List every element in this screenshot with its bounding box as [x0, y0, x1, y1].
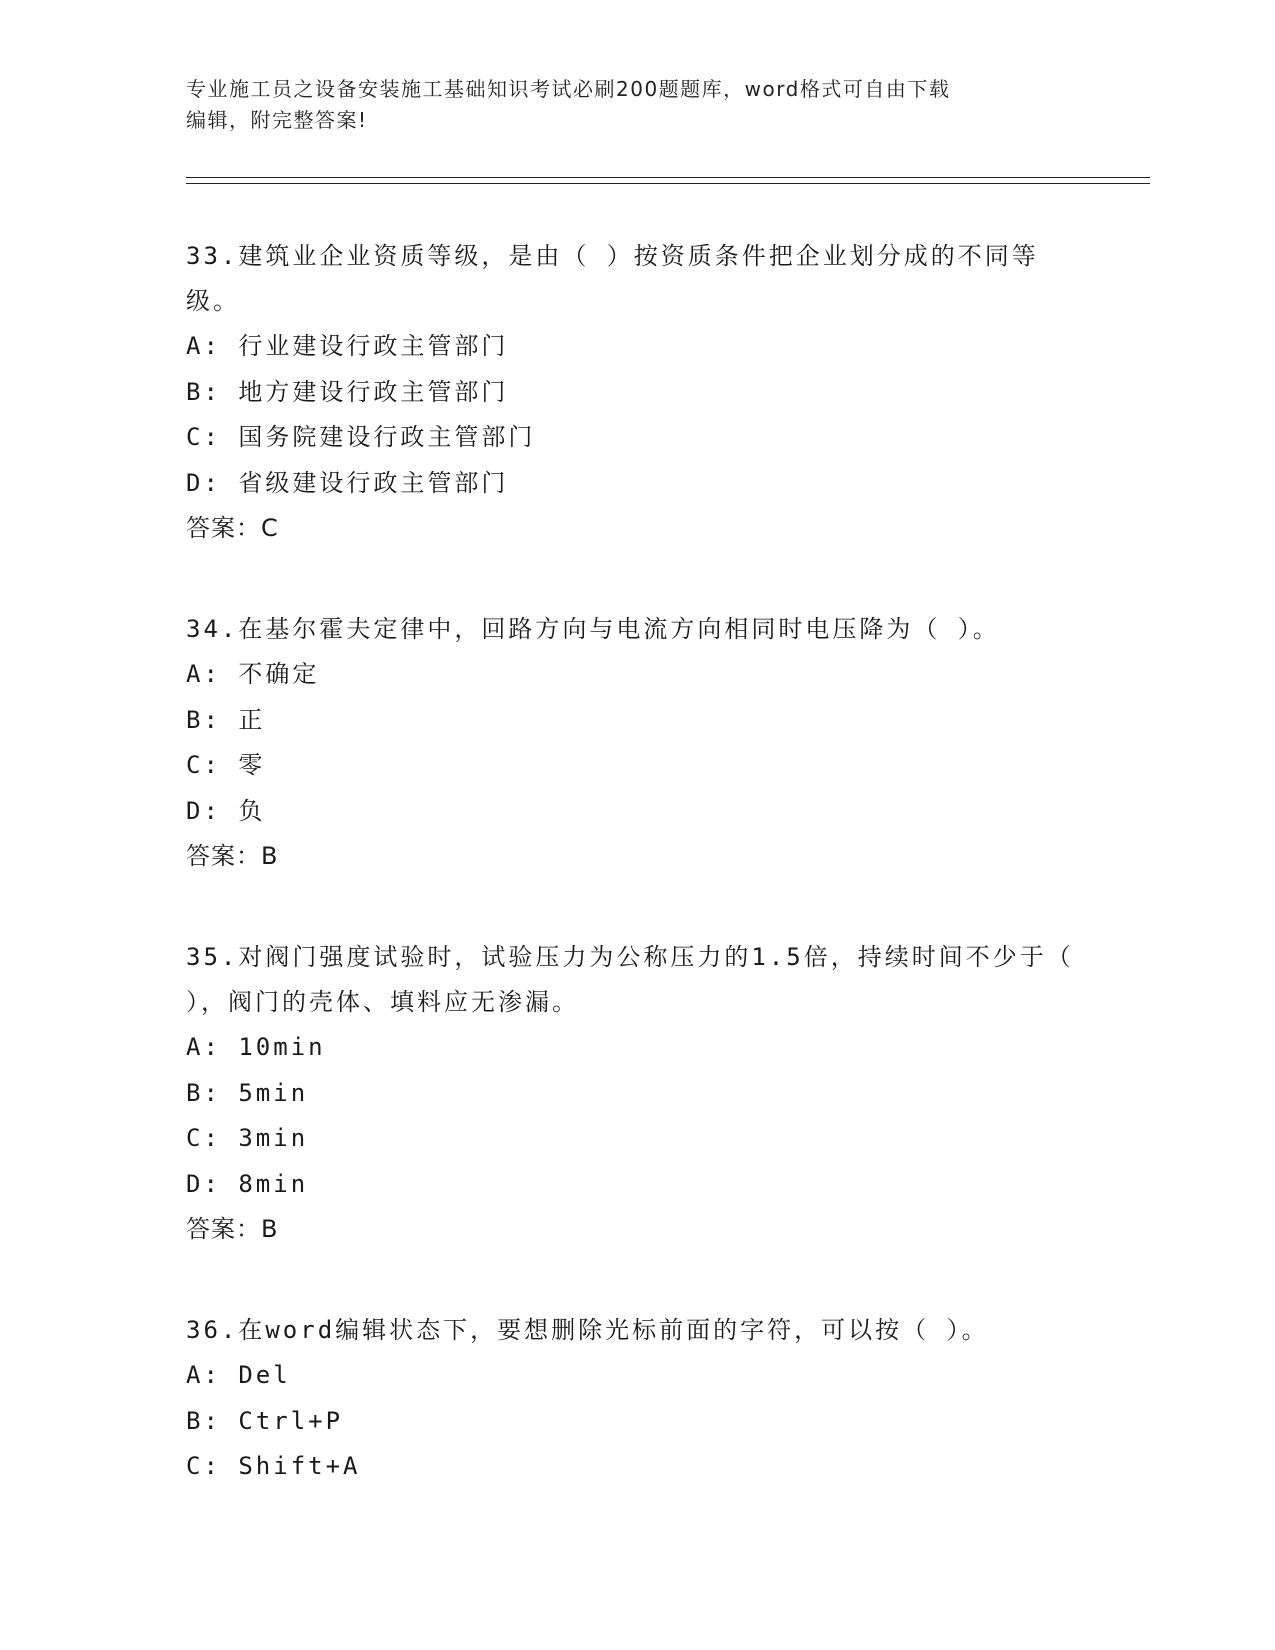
question-text: 35.对阀门强度试验时，试验压力为公称压力的1.5倍，持续时间不少于（ ），阀门的壳体、填料应无渗漏。: [186, 943, 1092, 1016]
option-b: B: Ctrl+P: [186, 1406, 344, 1435]
question-34: [186, 607, 1086, 879]
answer: 答案：C: [186, 514, 279, 542]
question-text: 33.建筑业企业资质等级，是由（ ）按资质条件把企业划分成的不同等级。: [186, 242, 1039, 315]
document-header: [186, 74, 1066, 136]
option-a: A: 不确定: [186, 660, 320, 688]
option-a: A: 行业建设行政主管部门: [186, 332, 509, 360]
question-text: 34.在基尔霍夫定律中，回路方向与电流方向相同时电压降为（ ）。: [186, 615, 1000, 643]
question-text: 36.在word编辑状态下，要想删除光标前面的字符，可以按（ ）。: [186, 1316, 989, 1344]
option-c: C: 3min: [186, 1124, 309, 1152]
question-33: [186, 234, 1086, 551]
option-b: B: 正: [186, 705, 266, 734]
header-title-line-1: 专业施工员之设备安装施工基础知识考试必刷200题题库，word格式可自由下载: [186, 77, 951, 101]
option-c: C: 国务院建设行政主管部门: [186, 423, 536, 451]
header-title-line-2: 编辑，附完整答案!: [186, 108, 368, 132]
option-b: B: 地方建设行政主管部门: [186, 377, 509, 406]
option-a: A: Del: [186, 1361, 291, 1389]
question-36: [186, 1308, 1086, 1490]
option-a: A: 10min: [186, 1033, 326, 1061]
option-b: B: 5min: [186, 1078, 309, 1107]
question-list: [186, 234, 1092, 1546]
option-d: D: 省级建设行政主管部门: [186, 468, 509, 497]
header-divider-top: [186, 177, 1150, 178]
option-d: D: 8min: [186, 1169, 309, 1198]
answer: 答案：B: [186, 842, 279, 870]
header-divider-bottom: [186, 183, 1150, 184]
option-c: C: 零: [186, 751, 266, 779]
answer: 答案：B: [186, 1215, 279, 1243]
question-35: [186, 935, 1092, 1252]
option-c: C: Shift+A: [186, 1452, 361, 1480]
option-d: D: 负: [186, 796, 266, 825]
